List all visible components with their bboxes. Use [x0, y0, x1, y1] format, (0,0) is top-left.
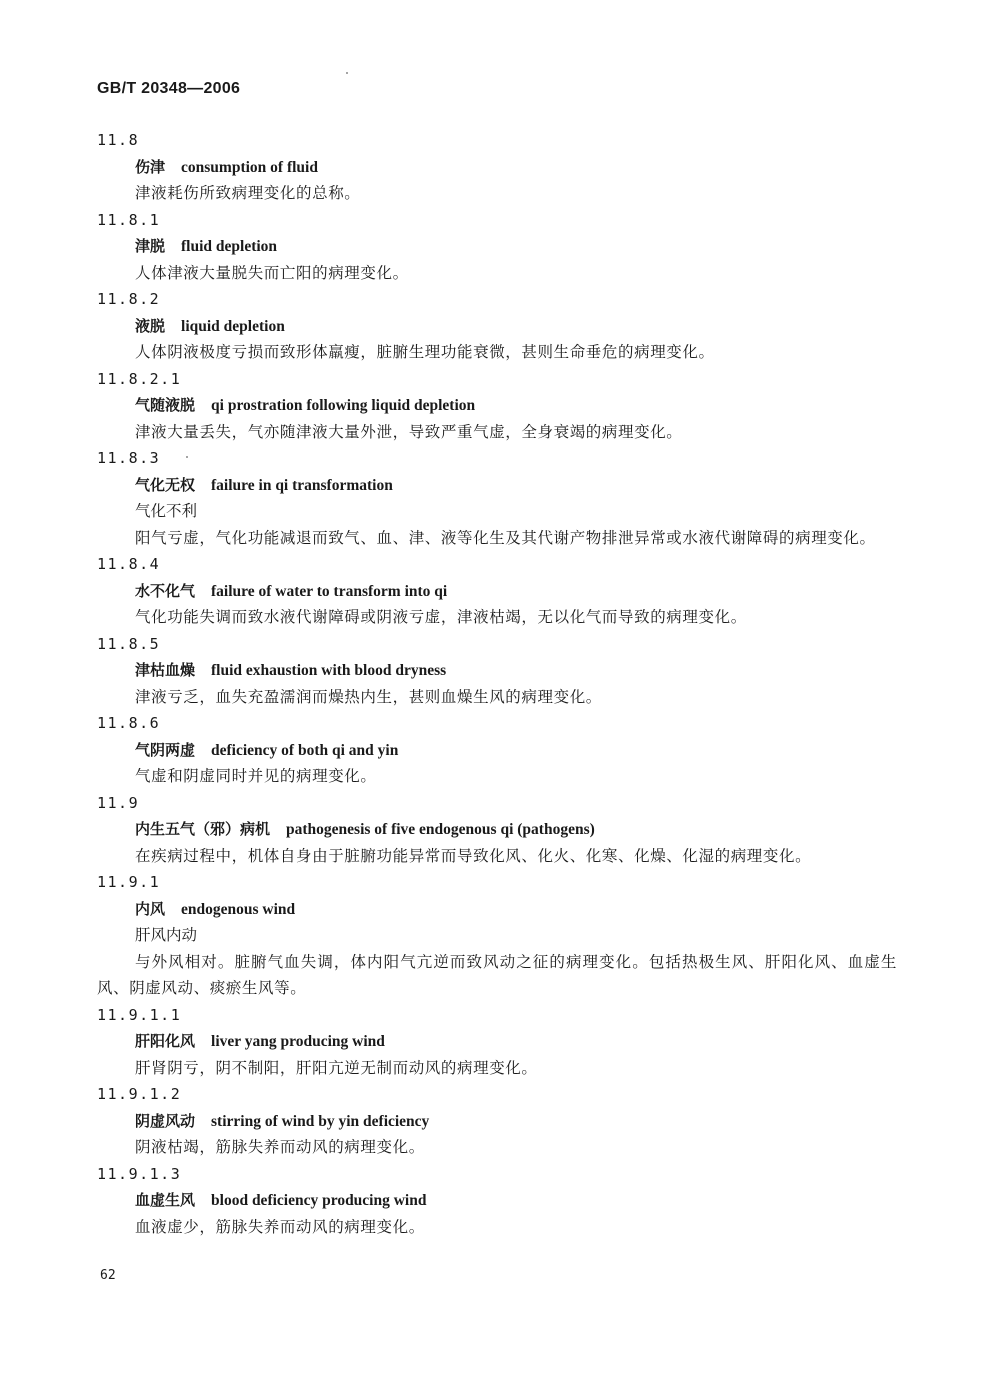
term-chinese: 液脱 [135, 316, 166, 335]
term-entry [97, 1002, 897, 1082]
term-chinese: 津枯血燥 [135, 661, 196, 679]
term-definition: 阳气亏虚，气化功能减退而致气、血、津、液等化生及其代谢产物排泄异常或水液代谢障碍的病理变化。 [135, 528, 876, 547]
term-definition: 气虚和阴虚同时并见的病理变化。 [135, 767, 377, 785]
entry-number: 11.9 [97, 793, 140, 812]
scan-speck [186, 456, 188, 458]
term-chinese: 内生五气（邪）病机 [135, 820, 271, 838]
entry-number: 11.8 [97, 131, 140, 149]
entry-term [97, 392, 897, 419]
term-chinese: 内风 [135, 899, 166, 918]
term-chinese: 津脱 [135, 237, 166, 255]
term-entry [97, 631, 897, 711]
term-chinese: 气化无权 [135, 475, 196, 494]
term-chinese: 血虚生风 [135, 1191, 196, 1209]
term-definition: 人体津液大量脱失而亡阳的病理变化。 [135, 263, 409, 282]
term-english: fluid depletion [181, 238, 278, 255]
term-chinese: 肝阳化风 [135, 1032, 196, 1050]
term-definition: 阴液枯竭，筋脉失养而动风的病理变化。 [135, 1138, 425, 1156]
term-synonym: 气化不利 [135, 502, 198, 520]
entry-term [97, 737, 897, 764]
term-english: failure of water to transform into qi [211, 582, 448, 600]
term-chinese: 伤津 [135, 157, 166, 176]
entry-number: 11.8.3 [97, 449, 161, 467]
term-chinese: 阴虚风动 [135, 1111, 196, 1130]
entry-number: 11.9.1.1 [97, 1005, 182, 1024]
term-entry [97, 207, 897, 287]
term-entry [97, 127, 897, 207]
entry-term [97, 1028, 897, 1055]
term-english: blood deficiency producing wind [211, 1192, 427, 1209]
term-entry [97, 1081, 897, 1161]
term-entry [97, 1161, 897, 1241]
entry-term [97, 313, 897, 340]
entry-term [97, 657, 897, 684]
term-definition: 人体阴液极度亏损而致形体羸瘦，脏腑生理功能衰微，甚则生命垂危的病理变化。 [135, 343, 715, 361]
term-entry [97, 551, 897, 631]
term-entry [97, 286, 897, 366]
term-definition: 气化功能失调而致水液代谢障碍或阴液亏虚，津液枯竭，无以化气而导致的病理变化。 [135, 608, 747, 626]
standard-code-header: GB/T 20348—2006 [97, 80, 241, 97]
entry-term [97, 578, 897, 605]
term-definition: 肝肾阴亏，阴不制阳，肝阳亢逆无制而动风的病理变化。 [135, 1058, 538, 1077]
term-entry-list [97, 127, 897, 1240]
term-definition: 血液虚少，筋脉失养而动风的病理变化。 [135, 1217, 425, 1236]
term-entry [97, 869, 897, 1002]
entry-number: 11.8.1 [97, 210, 161, 229]
term-english: stirring of wind by yin deficiency [211, 1112, 430, 1130]
term-english: endogenous wind [181, 900, 296, 918]
entry-term [97, 233, 897, 260]
term-synonym: 肝风内动 [135, 926, 198, 944]
term-chinese: 气阴两虚 [135, 740, 196, 759]
entry-number: 11.8.2 [97, 290, 161, 308]
term-definition: 在疾病过程中，机体自身由于脏腑功能异常而导致化风、化火、化寒、化燥、化湿的病理变化。 [135, 846, 812, 865]
term-entry [97, 445, 897, 551]
term-entry [97, 366, 897, 446]
term-definition: 津液耗伤所致病理变化的总称。 [135, 184, 361, 202]
entry-term [97, 816, 897, 843]
entry-term [97, 154, 897, 181]
term-chinese: 气随液脱 [135, 396, 196, 414]
term-chinese: 水不化气 [135, 581, 196, 600]
entry-number: 11.8.4 [97, 555, 161, 573]
term-definition: 与外风相对。脏腑气血失调，体内阳气亢逆而致风动之征的病理变化。包括热极生风、肝阳化风、血虚生风、阴虚风动、痰瘀生风等。 [97, 952, 897, 997]
term-english: liquid depletion [181, 317, 285, 335]
term-english: fluid exhaustion with blood dryness [211, 662, 447, 679]
entry-term [97, 1187, 897, 1214]
entry-number: 11.9.1.2 [97, 1085, 182, 1103]
term-entry [97, 710, 897, 790]
term-english: deficiency of both qi and yin [211, 741, 399, 759]
term-definition: 津液亏乏，血失充盈濡润而燥热内生，甚则血燥生风的病理变化。 [135, 687, 602, 706]
term-definition: 津液大量丢失，气亦随津液大量外泄，导致严重气虚，全身衰竭的病理变化。 [135, 422, 683, 441]
entry-number: 11.8.6 [97, 714, 161, 732]
entry-term [97, 896, 897, 923]
scan-speck [346, 72, 348, 74]
page-number: 62 [100, 1268, 116, 1283]
term-english: qi prostration following liquid depletion [211, 397, 476, 414]
entry-number: 11.9.1.3 [97, 1164, 182, 1183]
term-english: liver yang producing wind [211, 1033, 385, 1050]
entry-number: 11.9.1 [97, 873, 161, 891]
entry-term [97, 472, 897, 499]
term-english: pathogenesis of five endogenous qi (pathogens) [286, 821, 595, 838]
term-english: failure in qi transformation [211, 476, 393, 494]
entry-number: 11.8.2.1 [97, 369, 182, 388]
entry-number: 11.8.5 [97, 634, 161, 653]
term-english: consumption of fluid [181, 158, 318, 176]
entry-term [97, 1108, 897, 1135]
term-entry [97, 790, 897, 870]
